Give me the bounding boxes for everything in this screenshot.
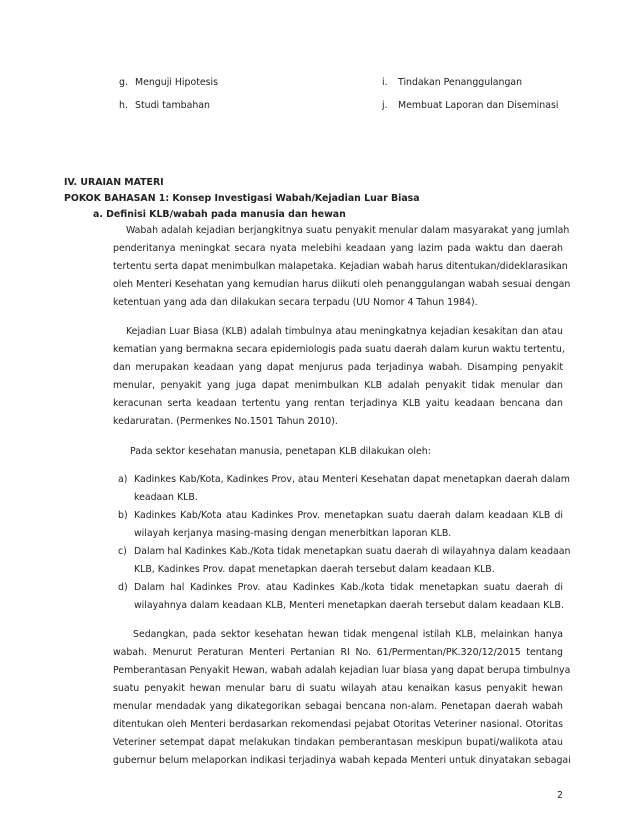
list-item bbox=[119, 77, 219, 89]
list-text: Dalam hal Kadinkes Kab./Kota tidak menetapkan suatu daerah di wilayahnya dalam keadaan bbox=[134, 546, 571, 557]
paragraph-line: kedaruratan. (Permenkes No.1501 Tahun 2010). bbox=[113, 416, 338, 427]
paragraph-line: oleh Menteri Kesehatan yang kemudian harus diikuti oleh penanggulangan wabah sesuai dengan bbox=[113, 279, 571, 290]
list-item bbox=[382, 100, 559, 112]
paragraph-line: ditentukan oleh Menteri berdasarkan rekomendasi pejabat Otoritas Veteriner nasional. Otoritas bbox=[113, 719, 563, 730]
list-item bbox=[382, 77, 523, 89]
paragraph-3: Pada sektor kesehatan manusia, penetapan KLB dilakukan oleh: bbox=[130, 446, 431, 457]
paragraph-line: menular, penyakit yang juga dapat menimbulkan KLB adalah penyakit tidak menular dan bbox=[113, 380, 563, 391]
paragraph-line: tertentu serta dapat menimbulkan malapetaka. Kejadian wabah harus ditentukan/dideklarasikan bbox=[113, 261, 568, 272]
list-text: Membuat Laporan dan Diseminasi bbox=[398, 100, 559, 111]
list-text: Dalam hal Kadinkes Prov. atau Kadinkes Kab./kota tidak menetapkan suatu daerah di bbox=[134, 582, 563, 593]
paragraph-line: ketentuan yang ada dan dilakukan secara terpadu (UU Nomor 4 Tahun 1984). bbox=[113, 297, 478, 308]
paragraph-line: dan merupakan keadaan yang dapat menjurus pada terjadinya wabah. Disamping penyakit bbox=[113, 362, 563, 373]
paragraph-line: gubernur belum melaporkan indikasi terjadinya wabah kepada Menteri untuk dinyatakan sebagai bbox=[113, 755, 571, 766]
paragraph-line: suatu penyakit hewan menular baru di suatu wilayah atau kenaikan kasus penyakit hewan bbox=[113, 683, 563, 694]
paragraph-line: penderitanya meningkat secara nyata melebihi keadaan yang lazim pada waktu dan daerah bbox=[113, 243, 563, 254]
list-marker: d) bbox=[118, 582, 128, 593]
list-marker: a) bbox=[118, 474, 128, 485]
paragraph-line: wabah. Menurut Peraturan Menteri Pertanian RI No. 61/Permentan/PK.320/12/2015 tentang bbox=[113, 647, 563, 658]
list-text: Kadinkes Kab/Kota atau Kadinkes Prov. menetapkan suatu daerah dalam keadaan KLB di bbox=[134, 510, 563, 521]
list-marker: h. bbox=[119, 100, 128, 111]
list-text: Studi tambahan bbox=[135, 100, 210, 111]
list-text: keadaan KLB. bbox=[134, 492, 198, 503]
list-text: wilayah kerjanya masing-masing dengan menerbitkan laporan KLB. bbox=[134, 528, 452, 539]
paragraph-line: Kejadian Luar Biasa (KLB) adalah timbulnya atau meningkatnya kejadian kesakitan dan atau bbox=[126, 326, 563, 337]
paragraph-line: Sedangkan, pada sektor kesehatan hewan tidak mengenal istilah KLB, melainkan hanya bbox=[133, 629, 563, 640]
topic-title: POKOK BAHASAN 1: Konsep Investigasi Wabah/Kejadian Luar Biasa bbox=[64, 193, 420, 204]
list-item bbox=[119, 100, 210, 112]
list-marker: i. bbox=[382, 77, 388, 88]
list-marker: b) bbox=[118, 510, 128, 521]
paragraph-line: Pemberantasan Penyakit Hewan, wabah adalah kejadian luar biasa yang dapat berupa timbulnya bbox=[113, 665, 571, 676]
paragraph-line: Wabah adalah kejadian berjangkitnya suatu penyakit menular dalam masyarakat yang jumlah bbox=[126, 225, 570, 236]
subtopic-title: a. Definisi KLB/wabah pada manusia dan hewan bbox=[93, 209, 346, 220]
list-text: wilayahnya dalam keadaan KLB, Menteri menetapkan daerah tersebut dalam keadaan KLB. bbox=[134, 600, 564, 611]
paragraph-line: keracunan serta keadaan tertentu yang rentan terjadinya KLB yaitu keadaan bencana dan bbox=[113, 398, 563, 409]
list-text: Kadinkes Kab/Kota, Kadinkes Prov, atau Menteri Kesehatan dapat menetapkan daerah dalam bbox=[134, 474, 570, 485]
page-number: 2 bbox=[557, 790, 563, 801]
list-text: Menguji Hipotesis bbox=[135, 77, 219, 88]
list-text: Tindakan Penanggulangan bbox=[398, 77, 523, 88]
list-marker: c) bbox=[118, 546, 127, 557]
section-title: IV. URAIAN MATERI bbox=[64, 177, 164, 188]
list-marker: j. bbox=[382, 100, 388, 111]
paragraph-line: menular mendadak yang dikategorikan sebagai bencana non-alam. Penetapan daerah wabah bbox=[113, 701, 563, 712]
paragraph-line: kematian yang bermakna secara epidemiologis pada suatu daerah dalam kurun waktu tertentu, bbox=[113, 344, 565, 355]
list-text: KLB, Kadinkes Prov. dapat menetapkan daerah tersebut dalam keadaan KLB. bbox=[134, 564, 495, 575]
paragraph-line: Veteriner setempat dapat melakukan tindakan pemberantasan meskipun bupati/walikota atau bbox=[113, 737, 563, 748]
list-marker: g. bbox=[119, 77, 128, 88]
